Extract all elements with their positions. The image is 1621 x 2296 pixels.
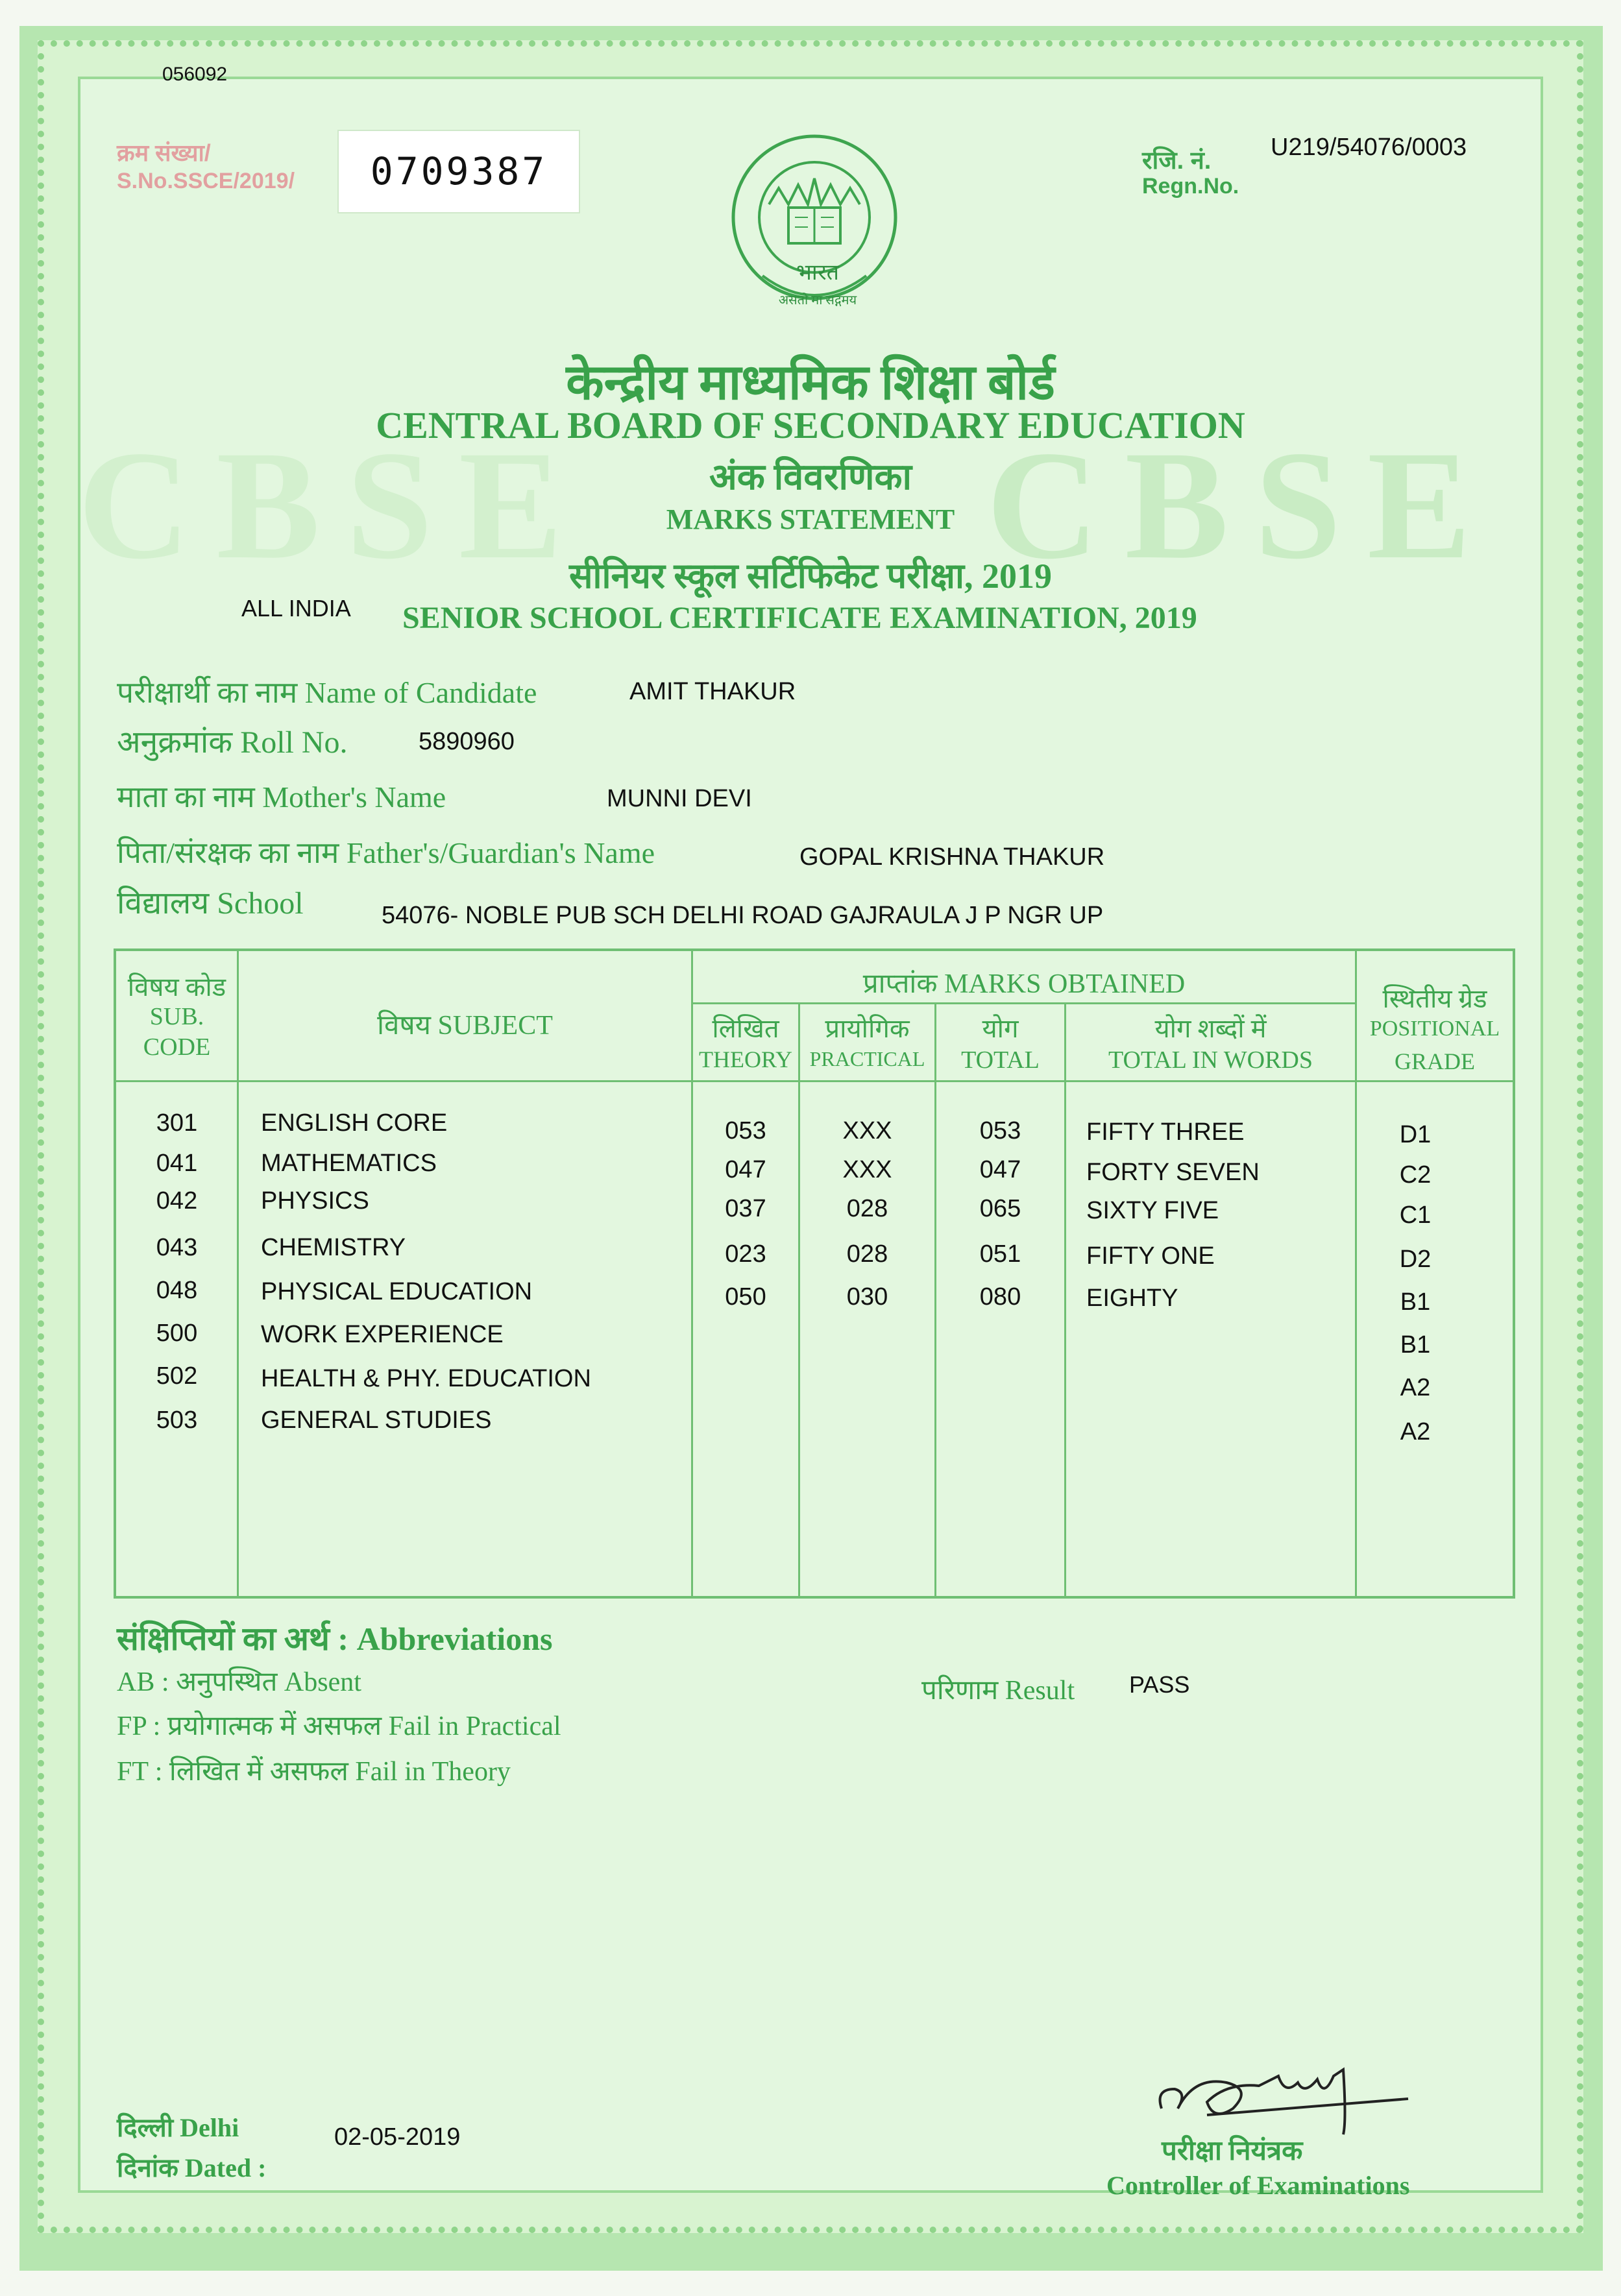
header-total-hi: योग: [982, 1014, 1019, 1043]
board-name-hindi: केन्द्रीय माध्यमिक शिक्षा बोर्ड: [566, 356, 1055, 410]
positional-grade: C2: [1399, 1161, 1432, 1189]
emblem-country: भारत: [796, 261, 839, 285]
regn-number: U219/54076/0003: [1271, 134, 1467, 161]
total-marks: 080: [979, 1283, 1021, 1311]
board-name-english: CENTRAL BOARD OF SECONDARY EDUCATION: [376, 404, 1245, 446]
positional-grade: D1: [1399, 1121, 1432, 1148]
watermark: CBSE: [986, 418, 1497, 591]
total-in-words: EIGHTY: [1086, 1285, 1178, 1312]
theory-marks: 050: [725, 1283, 766, 1311]
subject-code: 042: [156, 1187, 198, 1214]
candidate-name-label: परीक्षार्थी का नाम Name of Candidate: [117, 676, 537, 709]
subject-code: 502: [156, 1362, 198, 1390]
subject-code: 043: [156, 1234, 198, 1261]
result-value: PASS: [1129, 1671, 1190, 1698]
total-marks: 053: [979, 1117, 1021, 1144]
header-subject: विषय SUBJECT: [377, 1011, 553, 1041]
practical-marks: 028: [846, 1240, 888, 1268]
subject-name: GENERAL STUDIES: [261, 1407, 492, 1434]
theory-marks: 053: [725, 1117, 766, 1144]
header-words-hi: योग शब्दों में: [1154, 1014, 1267, 1043]
statement-title-english: MARKS STATEMENT: [666, 503, 955, 535]
candidate-name: AMIT THAKUR: [629, 678, 796, 705]
subject-code: 048: [156, 1277, 198, 1304]
header-theory-hi: लिखित: [712, 1014, 779, 1043]
abbr-fail-theory: FT : लिखित में असफल Fail in Theory: [117, 1757, 511, 1787]
header-code-hi: विषय कोड: [127, 973, 226, 1002]
mother-label: माता का नाम Mother's Name: [117, 780, 446, 814]
positional-grade: D2: [1399, 1246, 1432, 1273]
positional-grade: C1: [1399, 1202, 1432, 1229]
top-code: 056092: [162, 64, 228, 85]
exam-title-hindi: सीनियर स्कूल सर्टिफिकेट परीक्षा, 2019: [569, 557, 1052, 596]
practical-marks: 028: [846, 1195, 888, 1222]
statement-title-hindi: अंक विवरणिका: [709, 457, 912, 498]
subject-name: PHYSICS: [261, 1187, 369, 1214]
serial-label-en: S.No.SSCE/2019/: [117, 169, 295, 193]
total-in-words: FORTY SEVEN: [1086, 1159, 1260, 1186]
subject-code: 500: [156, 1320, 198, 1347]
school-label: विद्यालय School: [117, 886, 304, 921]
father-label: पिता/संरक्षक का नाम Father's/Guardian's Name: [117, 836, 655, 869]
exam-title-english: SENIOR SCHOOL CERTIFICATE EXAMINATION, 2019: [402, 601, 1197, 635]
total-marks: 065: [979, 1195, 1021, 1222]
header-grade-en2: GRADE: [1395, 1048, 1475, 1074]
issue-date: 02-05-2019: [334, 2123, 461, 2151]
total-marks: 047: [979, 1156, 1021, 1183]
header-code-en1: SUB.: [149, 1003, 204, 1030]
total-in-words: FIFTY ONE: [1086, 1242, 1215, 1270]
theory-marks: 023: [725, 1240, 766, 1268]
header-theory-en: THEORY: [699, 1046, 792, 1072]
practical-marks: 030: [846, 1283, 888, 1311]
place-label: दिल्ली Delhi: [117, 2113, 239, 2142]
header-total-en: TOTAL: [961, 1046, 1040, 1074]
abbr-fail-practical: FP : प्रयोगात्मक में असफल Fail in Practical: [117, 1711, 561, 1741]
theory-marks: 047: [725, 1156, 766, 1183]
practical-marks: XXX: [842, 1156, 892, 1183]
roll-number: 5890960: [419, 728, 515, 755]
header-grade-hi: स्थितीय ग्रेड: [1382, 984, 1487, 1013]
controller-title-en: Controller of Examinations: [1106, 2171, 1410, 2200]
regn-label-en: Regn.No.: [1142, 174, 1239, 199]
positional-grade: A2: [1400, 1374, 1431, 1401]
total-in-words: SIXTY FIVE: [1086, 1197, 1219, 1224]
exam-scope: ALL INDIA: [241, 595, 351, 622]
subject-name: PHYSICAL EDUCATION: [261, 1278, 533, 1305]
total-marks: 051: [979, 1240, 1021, 1268]
dated-label: दिनांक Dated :: [117, 2153, 267, 2182]
subject-name: HEALTH & PHY. EDUCATION: [261, 1365, 591, 1392]
father-name: GOPAL KRISHNA THAKUR: [799, 843, 1105, 871]
serial-number: 0709387: [337, 130, 580, 213]
subject-name: CHEMISTRY: [261, 1234, 406, 1261]
header-practical-hi: प्रायोगिक: [825, 1014, 910, 1043]
subject-code: 301: [156, 1109, 198, 1137]
header-code-en2: CODE: [143, 1033, 211, 1061]
positional-grade: A2: [1400, 1418, 1431, 1445]
subject-name: MATHEMATICS: [261, 1150, 437, 1177]
positional-grade: B1: [1400, 1288, 1431, 1316]
subject-code: 041: [156, 1150, 198, 1177]
emblem-motto: असतो मा सद्गमय: [778, 293, 857, 308]
theory-marks: 037: [725, 1195, 766, 1222]
positional-grade: B1: [1400, 1331, 1431, 1359]
watermark-left: CBSE: [78, 418, 589, 591]
subject-code: 503: [156, 1407, 198, 1434]
regn-label-hi: रजि. नं.: [1142, 147, 1212, 175]
serial-label-hi: क्रम संख्या/: [117, 139, 211, 166]
total-in-words: FIFTY THREE: [1086, 1118, 1245, 1146]
controller-title-hi: परीक्षा नियंत्रक: [1162, 2136, 1303, 2166]
header-grade-en1: POSITIONAL: [1369, 1017, 1500, 1041]
header-practical-en: PRACTICAL: [809, 1047, 925, 1070]
practical-marks: XXX: [842, 1117, 892, 1144]
header-marks-obtained: प्राप्तांक MARKS OBTAINED: [862, 969, 1186, 999]
result-label: परिणाम Result: [921, 1676, 1075, 1706]
abbr-absent: AB : अनुपस्थित Absent: [117, 1667, 361, 1697]
roll-label: अनुक्रमांक Roll No.: [117, 725, 348, 760]
school-name: 54076- NOBLE PUB SCH DELHI ROAD GAJRAULA J P NGR UP: [382, 902, 1104, 929]
subject-name: WORK EXPERIENCE: [261, 1321, 504, 1348]
subject-name: ENGLISH CORE: [261, 1109, 448, 1137]
mother-name: MUNNI DEVI: [607, 785, 752, 812]
abbreviations-title: संक्षिप्तियों का अर्थ : Abbreviations: [117, 1621, 553, 1657]
header-words-en: TOTAL IN WORDS: [1108, 1046, 1313, 1074]
